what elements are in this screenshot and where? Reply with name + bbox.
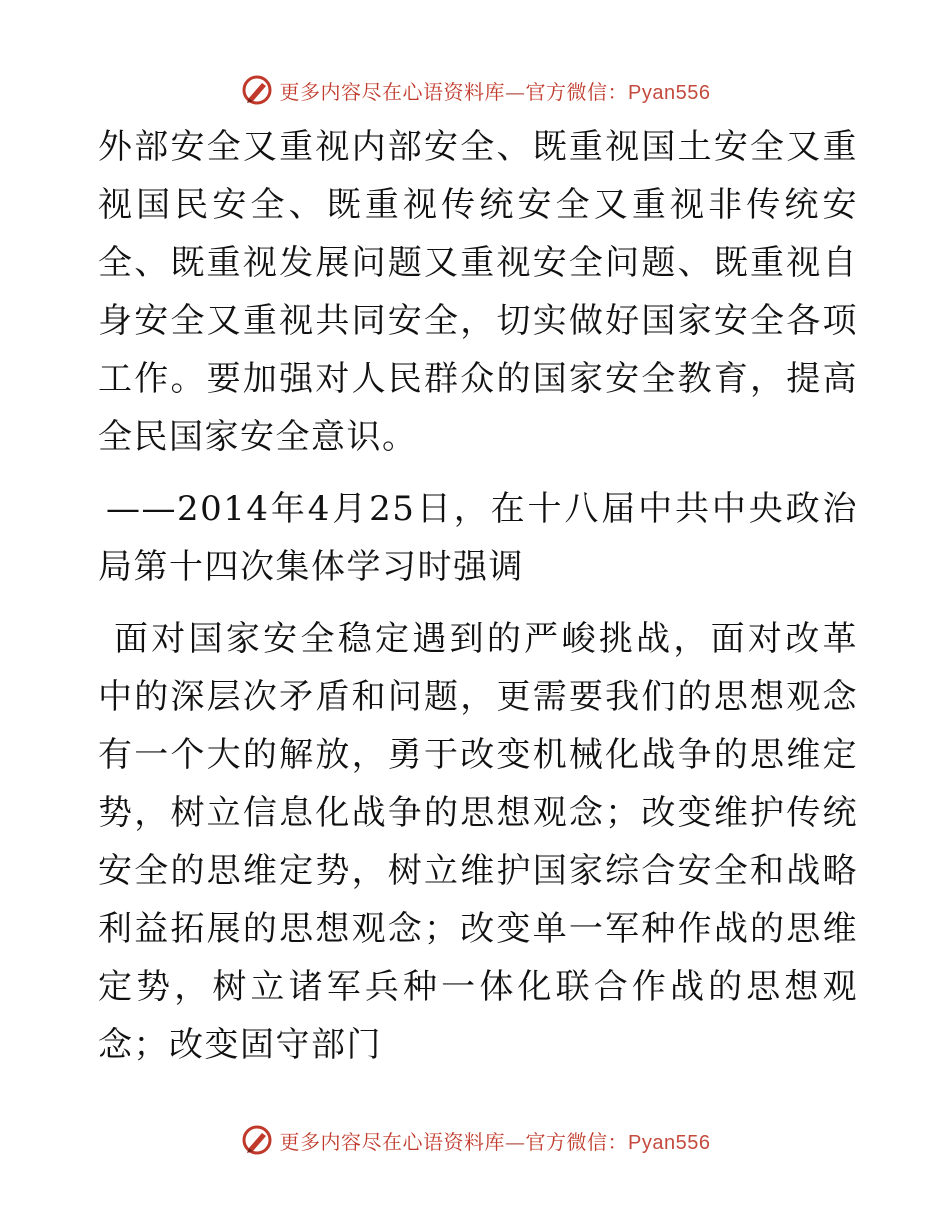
watermark-text [280, 76, 711, 105]
watermark-wechat-id: Pyan556 [628, 81, 711, 104]
watermark-separator: — [505, 79, 526, 104]
header-watermark [0, 70, 950, 110]
watermark-main-text: 更多内容尽在心语资料库 [279, 1129, 506, 1154]
paragraph-security-continuation: 外部安全又重视内部安全、既重视国土安全又重视国民安全、既重视传统安全又重视非传统安全、既重视发展问题又重视安全问题、既重视自身安全又重视共同安全，切实做好国家安全各项工作。要加强对人民群众的国家安全教育，提高全民国家安全意识。 [98, 127, 858, 457]
watermark-text [280, 1126, 711, 1155]
footer-watermark [0, 1120, 950, 1160]
watermark-main-text: 更多内容尽在心语资料库 [279, 79, 506, 104]
watermark-wechat-id: Pyan556 [628, 1131, 711, 1154]
paragraph-thinking-change: 面对国家安全稳定遇到的严峻挑战，面对改革中的深层次矛盾和问题，更需要我们的思想观念有一个大的解放，勇于改变机械化战争的思维定势，树立信息化战争的思想观念；改变维护传统安全的思维定势，树立维护国家综合安全和战略利益拓展的思想观念；改变单一军种作战的思维定势，树立诸军兵种一体化联合作战的思想观念；改变固守部门 [98, 619, 858, 1065]
watermark-separator: — [505, 1129, 526, 1154]
watermark-label: 官方微信： [525, 79, 629, 104]
pen-logo-icon [240, 73, 274, 107]
paragraph-date-attribution: ——2014年4月25日，在十八届中共中央政治局第十四次集体学习时强调 [98, 489, 858, 587]
document-body [98, 118, 858, 1074]
pen-logo-icon [240, 1123, 274, 1157]
watermark-label: 官方微信： [525, 1129, 629, 1154]
